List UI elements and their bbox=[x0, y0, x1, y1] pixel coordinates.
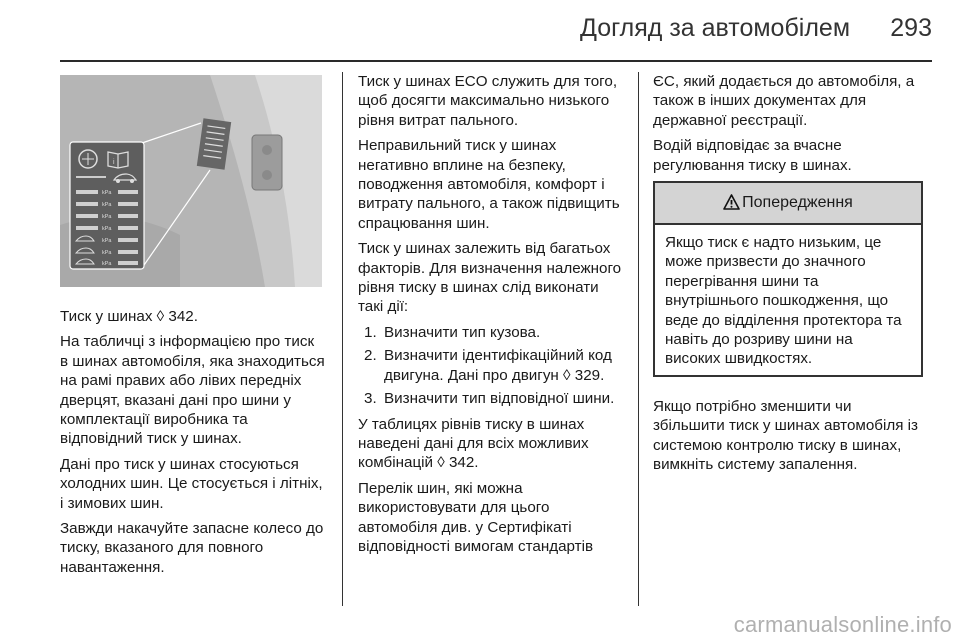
column-1 bbox=[60, 72, 326, 583]
page-header-title: Догляд за автомобілем bbox=[580, 14, 851, 42]
warning-text: Якщо тиск є надто низьким, це може призвести до значного перегрівання шини та внутрішнього пошкодження, що веде до відділення протектора та навіть до розриву шини на високих швидкостях. bbox=[665, 234, 902, 368]
list-item bbox=[358, 346, 626, 385]
plate-unit-label: kPa bbox=[102, 261, 112, 267]
door-frame-illustration bbox=[60, 75, 322, 287]
tire-pressure-label-illustration bbox=[60, 75, 322, 287]
paragraph: Тиск у шинах ◊ 342. bbox=[60, 308, 198, 325]
steps-list bbox=[358, 323, 626, 409]
paragraph: Перелік шин, які можна використовувати для цього автомобіля див. у Сертифікаті відповідності вимогам стандартів bbox=[358, 479, 594, 555]
warning-box bbox=[653, 181, 923, 377]
warning-triangle-icon bbox=[723, 186, 740, 226]
plate-unit-label: kPa bbox=[102, 238, 112, 244]
paragraph: ЄС, який додається до автомобіля, а також в інших документах для державної реєстрації. bbox=[653, 73, 915, 129]
list-item-number: 3. bbox=[364, 390, 377, 408]
svg-text:i: i bbox=[113, 159, 115, 166]
paragraph: На табличці з інформацією про тиск в шинах автомобіля, яка знаходиться на рамі правих або лівих передніх дверцят, вказані дані про шини у комплектації виробника та відповідний тиск у шинах. bbox=[60, 333, 325, 448]
header-divider bbox=[60, 60, 932, 62]
paragraph: Тиск у шинах ECO служить для того, щоб досягти максимально низького рівня витрат пального. bbox=[358, 73, 618, 129]
paragraph: Тиск у шинах залежить від багатьох факторів. Для визначення належного рівня тиску в шинах слід виконати такі дії: bbox=[358, 240, 622, 316]
list-item-text: Визначити тип кузова. bbox=[384, 323, 541, 341]
column-divider bbox=[638, 72, 639, 606]
list-item-number: 1. bbox=[364, 323, 377, 341]
list-item bbox=[358, 323, 626, 342]
paragraph: Завжди накачуйте запасне колесо до тиску, вказаного для повного навантаження. bbox=[60, 520, 324, 576]
plate-unit-label: kPa bbox=[102, 190, 112, 196]
plate-unit-label: kPa bbox=[102, 250, 112, 256]
column-2 bbox=[358, 72, 626, 562]
paragraph: Якщо потрібно зменшити чи збільшити тиск у шинах автомобіля із системою контролю тиску в шинах, вимкніть систему запалення. bbox=[653, 397, 919, 474]
plate-unit-label: kPa bbox=[102, 202, 112, 208]
list-item-text: Визначити тип відповідної шини. bbox=[384, 390, 615, 408]
list-item bbox=[358, 389, 626, 408]
paragraph: У таблицях рівнів тиску в шинах наведені дані для всіх можливих комбінацій ◊ 342. bbox=[358, 415, 589, 472]
plate-unit-label: kPa bbox=[102, 214, 112, 220]
paragraph: Водій відповідає за вчасне регулювання тиску в шинах. bbox=[653, 137, 852, 174]
column-3 bbox=[653, 72, 923, 481]
list-item-text: Визначити ідентифікаційний код двигуна. Дані про двигун ◊ 329. bbox=[384, 347, 612, 384]
warning-header bbox=[655, 183, 921, 225]
list-item-number: 2. bbox=[364, 347, 377, 365]
page-number: 293 bbox=[890, 14, 932, 42]
watermark: carmanualsonline.info bbox=[733, 612, 952, 637]
paragraph: Дані про тиск у шинах стосуються холодних шин. Це стосується і літніх, і зимових шин. bbox=[60, 455, 323, 512]
warning-title: Попередження bbox=[742, 194, 853, 212]
plate-unit-label: kPa bbox=[102, 226, 112, 232]
paragraph: Неправильний тиск у шинах негативно вплине на безпеку, поводження автомобіля, комфорт і витрату пального, а також підвищить спрацювання шин. bbox=[358, 137, 620, 232]
column-divider bbox=[342, 72, 343, 606]
